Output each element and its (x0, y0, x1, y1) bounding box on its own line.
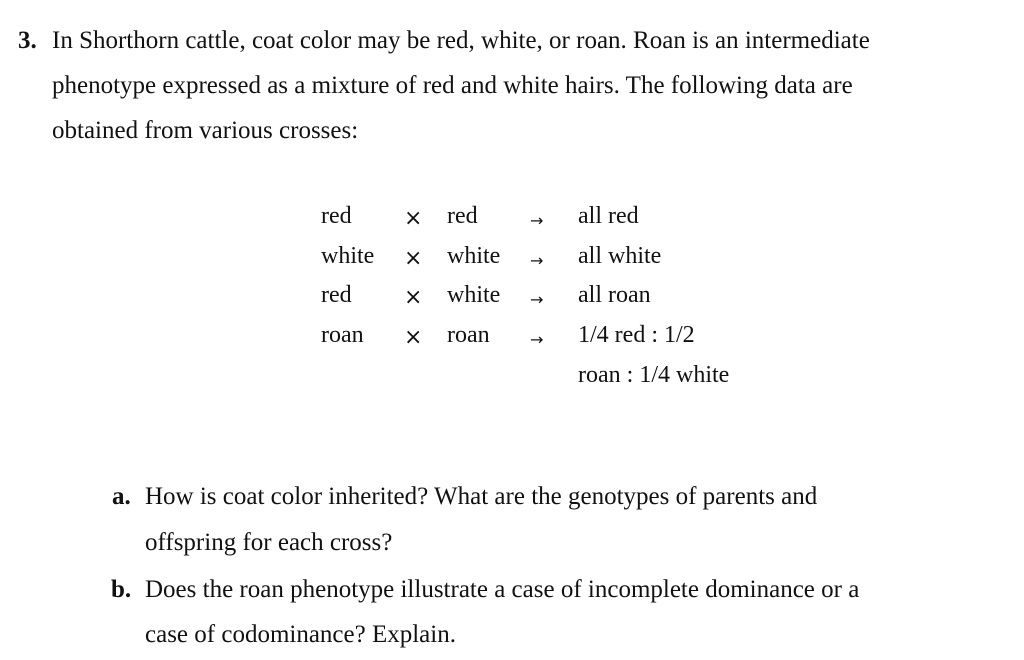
cross-result: all white (578, 243, 662, 269)
problem-intro-line-3: obtained from various crosses: (52, 117, 359, 144)
cross-result: all red (578, 203, 639, 229)
parent2: white (447, 282, 501, 308)
times-icon: × (404, 285, 423, 310)
question-line-2: case of codominance? Explain. (145, 621, 456, 648)
parent2: red (447, 203, 478, 229)
arrow-right-icon: → (530, 251, 544, 270)
times-icon: × (404, 325, 423, 350)
parent1: red (321, 203, 352, 229)
parent1: white (321, 243, 375, 269)
parent2: roan (447, 322, 490, 348)
question-label: b. (111, 576, 132, 603)
question-line-1: How is coat color inherited? What are the genotypes of parents and (145, 483, 818, 510)
question-label: a. (112, 483, 131, 510)
problem-intro-line-2: phenotype expressed as a mixture of red and white hairs. The following data are (52, 72, 853, 99)
cross-result: all roan (578, 282, 651, 308)
cross-result: 1/4 red : 1/2 (578, 322, 695, 348)
parent1: red (321, 282, 352, 308)
parent2: white (447, 243, 501, 269)
question-line-1: Does the roan phenotype illustrate a case of incomplete dominance or a (145, 576, 860, 603)
problem-number: 3. (18, 27, 37, 54)
problem-intro-line-1: In Shorthorn cattle, coat color may be red, white, or roan. Roan is an intermediate (52, 27, 870, 54)
arrow-right-icon: → (530, 211, 544, 230)
times-icon: × (404, 206, 423, 231)
parent1: roan (321, 322, 364, 348)
arrow-right-icon: → (530, 330, 544, 349)
question-line-2: offspring for each cross? (145, 529, 393, 556)
times-icon: × (404, 246, 423, 271)
arrow-right-icon: → (530, 290, 544, 309)
cross-result-continued: roan : 1/4 white (578, 362, 730, 388)
